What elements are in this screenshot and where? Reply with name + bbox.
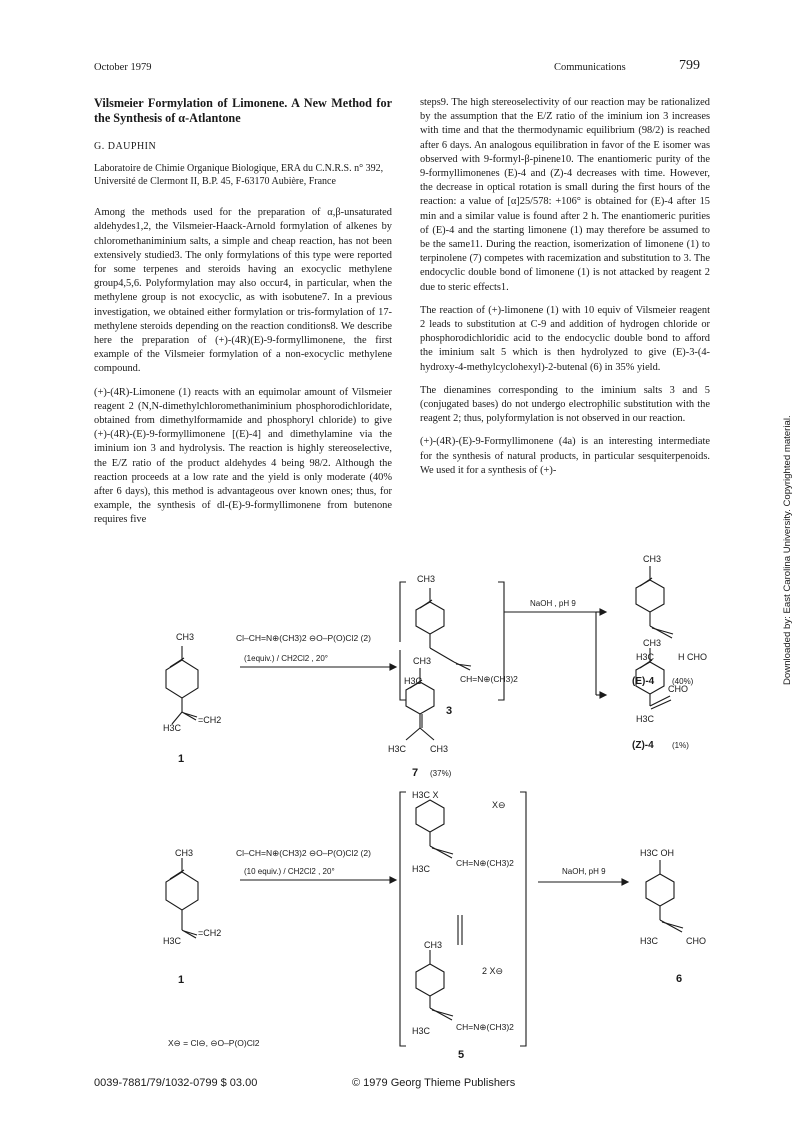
yield-label-z4: (1%) <box>672 741 689 750</box>
paragraph: The reaction of (+)-limonene (1) with 10 equiv of Vilsmeier reagent 2 leads to substitution at C-9 and addition of hydrogen chloride or phosphorodichloridic acid to the endocyclic double bond to afford the iminium salt 5 which is then hydrolyzed to give (E)-3-(4-hydroxy-4-methylcyclohexyl)-2-butenal (6) in 35% yield. <box>420 304 710 373</box>
h3c-oh-label: H3C OH <box>640 848 675 858</box>
compound-label-3: 3 <box>446 705 453 717</box>
yield-label-7: (37%) <box>430 769 452 778</box>
hydrolysis-label-2: NaOH, pH 9 <box>562 867 606 876</box>
e4-structure <box>636 566 673 638</box>
product-6-structure <box>646 860 683 932</box>
ch3-label: CH3 <box>175 848 194 858</box>
iminium-5-top-structure <box>416 800 453 858</box>
author: G. DAUPHIN <box>94 141 157 152</box>
ch3-label: CH3 <box>413 656 432 666</box>
hydrolysis-label-1: NaOH , pH 9 <box>530 599 576 608</box>
h3c-label: H3C <box>412 864 431 874</box>
h3c-label: H3C <box>636 652 655 662</box>
cho-label: CHO <box>686 936 706 946</box>
yield-label-e4: (40%) <box>672 677 694 686</box>
running-header-date: October 1979 <box>94 62 152 73</box>
limonene-structure-1b <box>166 858 198 938</box>
reagent-label-1: Cl–CH=N⊕(CH3)2 ⊖O–P(O)Cl2 (2) <box>236 633 371 643</box>
compound-label-e4: (E)-4 <box>632 676 655 687</box>
h3c-label: H3C <box>388 744 407 754</box>
ch3-label: CH3 <box>643 554 662 564</box>
ch2-label: =CH2 <box>198 928 222 938</box>
h3c-label: H3C <box>636 714 655 724</box>
paragraph: steps9. The high stereoselectivity of our reaction may be rationalized by the assumption that the E/Z ratio of the iminium ion 3 increases with time and that the thermodynamic equilibrium (98/2) is reached after 6 days. An analogous equilibration in favor of the E isomer was observed with 9-formyl-β-pinene10. The enantiomeric purity of the 9-formyllimonenes (E)-4 and (Z)-4 decreases with time. However, the decrease in optical rotation is small during the first hours of the reaction: a value of [α]25/578: +106° is obtained for (E)-4 after 15 min and a similar value is found after 2 h. The enantiomeric purities of (E)-4 and the starting limonene (1) may therefore be assumed to be the same11. During the reaction, isomerization of limonene (1) to terpinolene (7) competes with racemization and substitution to 3. The endocyclic double bond of limonene (1) is not attacked by reagent 2 due to steric effects1. <box>420 97 710 293</box>
bracket-5 <box>400 792 406 1046</box>
h3c-label: H3C <box>163 723 182 733</box>
condition-label-1: (1equiv.) / CH2Cl2 , 20° <box>244 654 328 663</box>
affiliation: Laboratoire de Chimie Organique Biologique, ERA du C.N.R.S. n° 392, Université de Clermont II, B.P. 45, F-63170 Aubière, France <box>94 163 384 188</box>
paragraph: (+)-(4R)-(E)-9-Formyllimonene (4a) is an interesting intermediate for the synthesis of natural products, in particular sesquiterpenoids. We used it for a synthesis of (+)- <box>420 436 710 476</box>
iminium-label: CH=N⊕(CH3)2 <box>460 674 518 684</box>
reagent-label-2: Cl–CH=N⊕(CH3)2 ⊖O–P(O)Cl2 (2) <box>236 848 371 858</box>
h3c-label: H3C <box>163 936 182 946</box>
paragraph: Among the methods used for the preparation of α,β-unsaturated aldehydes1,2, the Vilsmeier-Haack-Arnold formylation of alkenes by chloromethaniminium salts, a simple and cheap reaction, has not been extensively studied3. The only formylations of this type were reported for some terpenes and steroids having an exocyclic methylene group4,5,6. Polyformylation may also occur4, in particular, when the methylene group is not exocyclic, as with isobutene7. In a previous investigation, we obtained either formylation or tris-formylation of 17-methylene steroids depending on the reaction conditions8. We describe here the preparation of (+)-(4R)(E)-9-formyllimonene, the first example of the Vilsmeier formylation of a non-exocyclic methylene compound. <box>94 207 392 375</box>
ch3-label: CH3 <box>417 574 436 584</box>
limonene-structure-1 <box>166 646 198 724</box>
footer-copyright: © 1979 Georg Thieme Publishers <box>352 1077 516 1089</box>
ch3-label: CH3 <box>430 744 449 754</box>
compound-label-5: 5 <box>458 1049 465 1061</box>
condition-label-2: (10 equiv.) / CH2Cl2 , 20° <box>244 867 335 876</box>
compound-label-z4: (Z)-4 <box>632 740 654 751</box>
iminium-label: CH=N⊕(CH3)2 <box>456 858 514 868</box>
cho-label: CHO <box>668 684 688 694</box>
h3c-label: H3C <box>640 936 659 946</box>
side-watermark: Downloaded by: East Carolina University. Copyrighted material. <box>782 415 793 685</box>
h3c-x-label: H3C X <box>412 790 439 800</box>
ch2-label: =CH2 <box>198 715 222 725</box>
compound-label-6: 6 <box>676 973 683 985</box>
cho-label: H CHO <box>678 652 707 662</box>
counterion-note: X⊖ = Cl⊖, ⊖O–P(O)Cl2 <box>168 1038 260 1048</box>
ch3-label: CH3 <box>176 632 195 642</box>
page-number: 799 <box>679 58 700 73</box>
article-title: Vilsmeier Formylation of Limonene. A New Method for the Synthesis of α-Atlantone <box>94 96 392 125</box>
footer-code: 0039-7881/79/1032-0799 $ 03.00 <box>94 1077 258 1089</box>
paragraph: The dienamines corresponding to the iminium salts 3 and 5 (conjugated bases) do not undergo electrophilic substitution with the reagent 2; thus, polyformylation is not observed in our reaction. <box>420 384 710 425</box>
paragraph: (+)-(4R)-Limonene (1) reacts with an equimolar amount of Vilsmeier reagent 2 (N,N-dimethylchloromethaniminium phosphorodichloridate, obtained from dimethylformamide and phosphoryl chloride) to give (+)-(4R)-(E)-9-formyllimonene [(E)-4] and dimethylamine via the iminium ion 3 and hydrolysis. The reaction is highly stereoselective, the E/Z ratio of the product aldehydes 4 being 98/2. Although the reaction proceeds at a low rate and the yield is only moderate (40% after 6 days), this method is advantageous over known ones; thus, for example, the synthesis of dl-(E)-9-formyllimonene from butenone requires five <box>94 386 392 526</box>
running-header-journal: Communications <box>554 62 626 73</box>
h3c-label: H3C <box>404 676 423 686</box>
ch3-label: CH3 <box>643 638 662 648</box>
compound-label-7: 7 <box>412 767 419 779</box>
x-anion-label: 2 X⊖ <box>482 966 504 976</box>
compound-label-1: 1 <box>178 753 185 765</box>
iminium-label: CH=N⊕(CH3)2 <box>456 1022 514 1032</box>
x-anion-label: X⊖ <box>492 800 506 810</box>
iminium-5-bottom-structure <box>416 950 453 1020</box>
compound-label-1b: 1 <box>178 974 185 986</box>
ch3-label: CH3 <box>424 940 443 950</box>
h3c-label: H3C <box>412 1026 431 1036</box>
